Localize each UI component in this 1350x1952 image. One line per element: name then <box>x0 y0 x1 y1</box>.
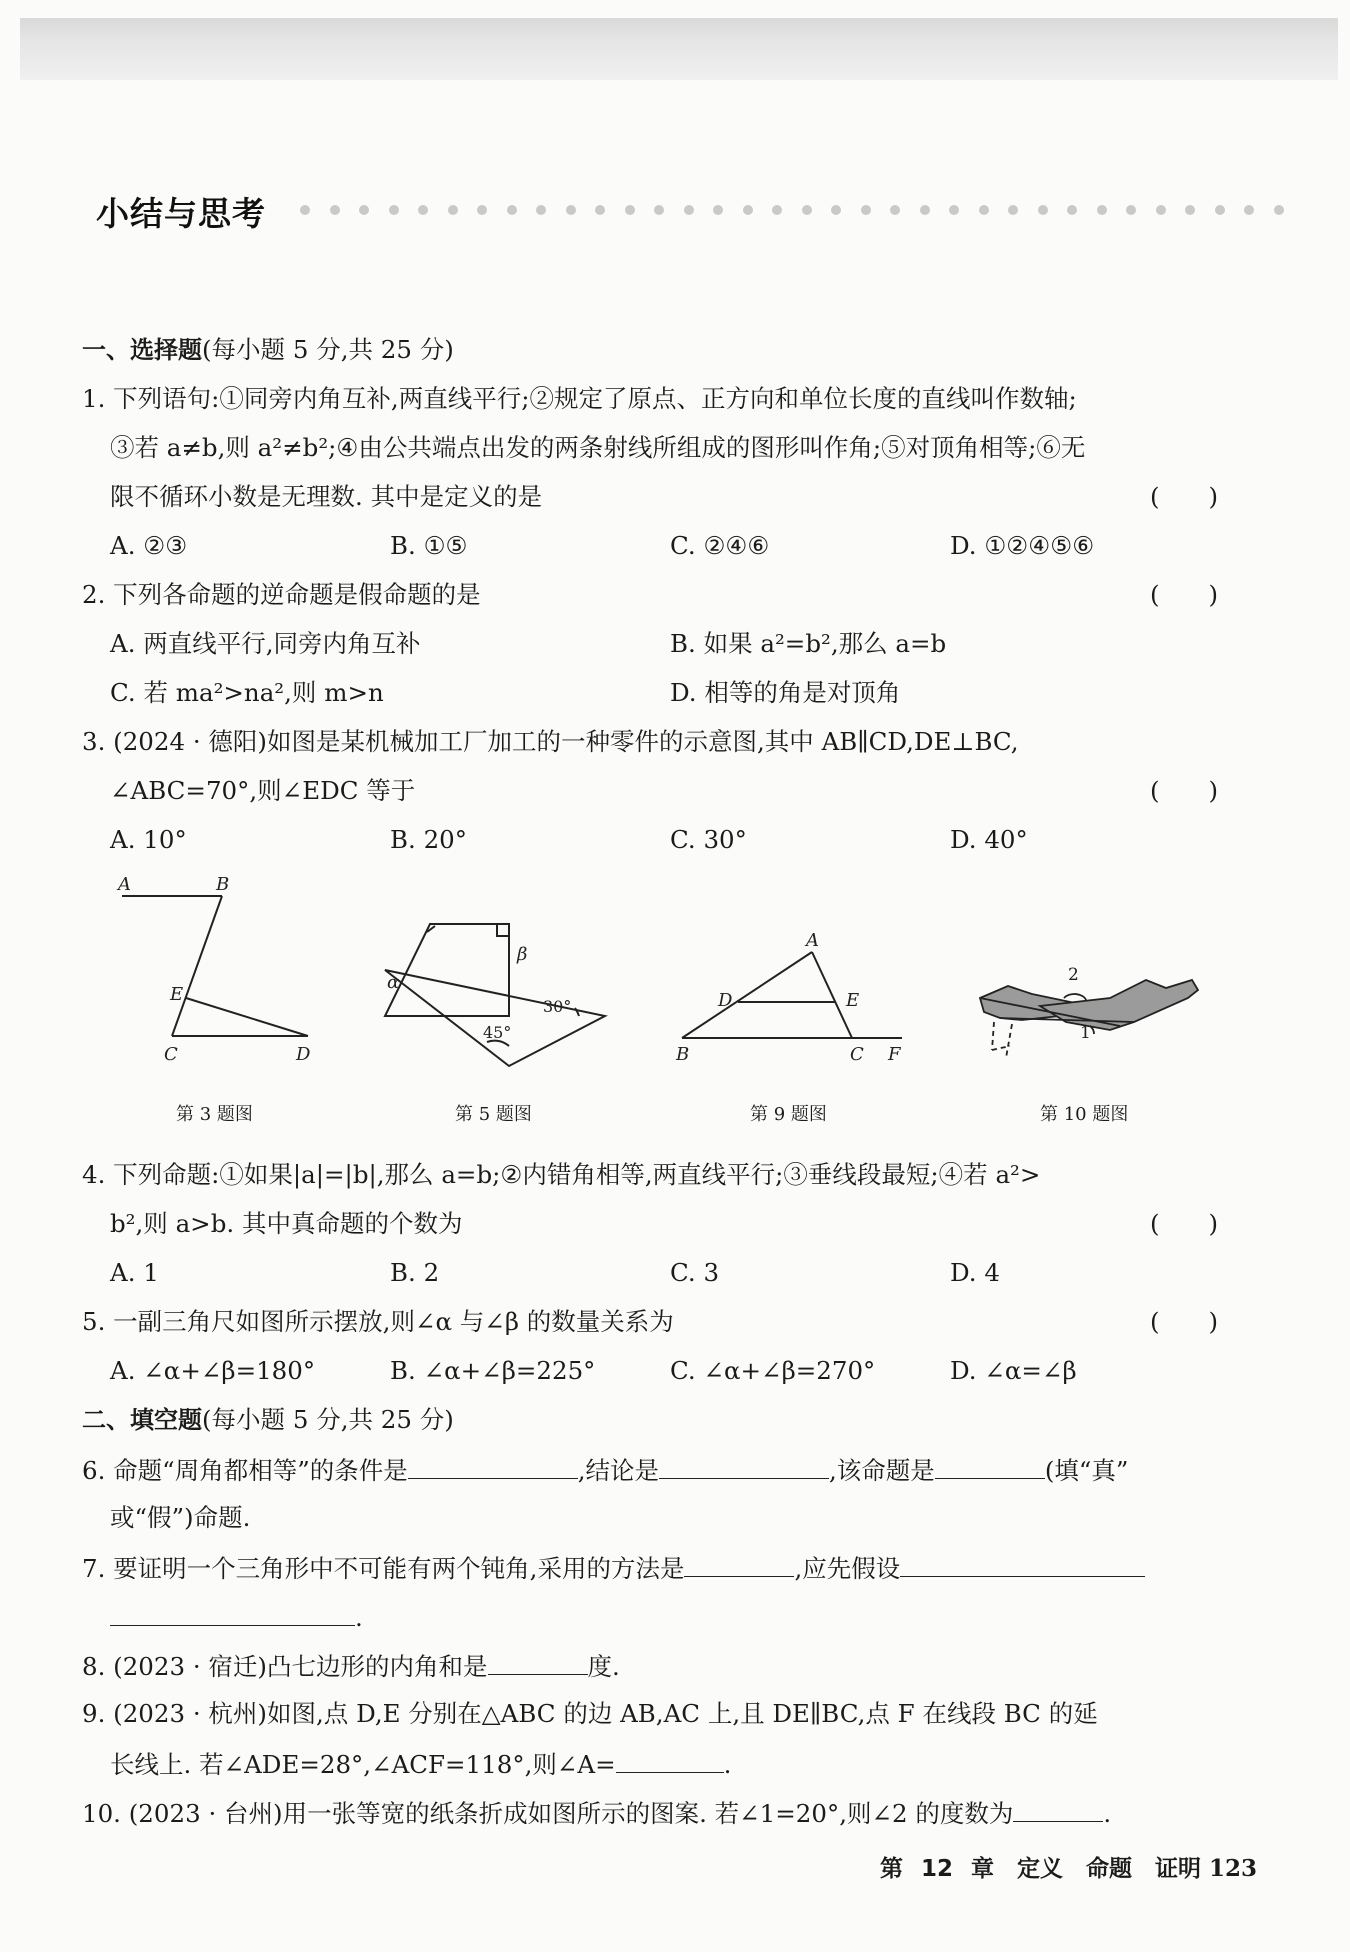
fig3-label-a: A <box>118 874 131 895</box>
section-1-note: (每小题 5 分,共 25 分) <box>202 335 454 364</box>
heading-dots <box>300 205 1284 215</box>
q7-line1 <box>82 1552 1145 1584</box>
q2-option-b[interactable]: B. 如果 a²=b²,那么 a=b <box>670 629 947 658</box>
section-2-title: 二、填空题 <box>82 1406 202 1434</box>
q8-text-2: 度. <box>587 1652 620 1681</box>
q4-line2: b²,则 a>b. 其中真命题的个数为 <box>110 1209 463 1238</box>
q10-end: . <box>1103 1799 1112 1828</box>
section-2-note: (每小题 5 分,共 25 分) <box>202 1405 454 1434</box>
fig5-caption: 第 5 题图 <box>455 1104 532 1125</box>
q7-line2 <box>110 1601 363 1633</box>
q5-answer-paren[interactable]: ( ) <box>1150 1307 1219 1336</box>
fig9-label-a: A <box>806 930 819 951</box>
q4-line1: 4. 下列命题:①如果|a|=|b|,那么 a=b;②内错角相等,两直线平行;③垂线段最短;④若 a²> <box>82 1160 1041 1189</box>
q4-option-b[interactable]: B. 2 <box>390 1258 440 1287</box>
q7-text-2: ,应先假设 <box>794 1554 901 1583</box>
page-number: 123 <box>1209 1855 1258 1882</box>
q7-text-1: 7. 要证明一个三角形中不可能有两个钝角,采用的方法是 <box>82 1554 685 1583</box>
q1-option-c[interactable]: C. ②④⑥ <box>670 531 770 560</box>
q7-blank-method[interactable] <box>684 1552 794 1577</box>
fig3-label-e: E <box>170 984 184 1005</box>
q6-text-3: ,该命题是 <box>829 1456 935 1485</box>
q1-answer-paren[interactable]: ( ) <box>1150 482 1219 511</box>
q2-answer-paren[interactable]: ( ) <box>1150 580 1219 609</box>
fig5-label-45: 45° <box>483 1023 512 1042</box>
q9-end: . <box>723 1750 732 1779</box>
fig5-label-30: 30° <box>543 997 572 1016</box>
q8-line1 <box>82 1650 620 1682</box>
q1-option-d[interactable]: D. ①②④⑤⑥ <box>950 531 1095 560</box>
q7-blank-assumption-cont[interactable] <box>110 1601 355 1626</box>
fig3-label-d: D <box>296 1044 311 1065</box>
fig3-caption: 第 3 题图 <box>176 1104 253 1125</box>
q9-line2 <box>110 1748 731 1780</box>
section-1-title: 一、选择题 <box>82 336 202 364</box>
q4-option-c[interactable]: C. 3 <box>670 1258 720 1287</box>
q4-answer-paren[interactable]: ( ) <box>1150 1209 1219 1238</box>
q7-end: . <box>355 1603 363 1632</box>
q2-option-c[interactable]: C. 若 ma²>na²,则 m>n <box>110 678 384 707</box>
fig9-label-e: E <box>846 990 860 1011</box>
page-heading: 小结与思考 <box>96 194 266 233</box>
top-scan-shadow <box>20 18 1338 80</box>
q1-option-b[interactable]: B. ①⑤ <box>390 531 468 560</box>
q1-line2: ③若 a≠b,则 a²≠b²;④由公共端点出发的两条射线所组成的图形叫作角;⑤对顶角相等;⑥无 <box>110 433 1086 462</box>
footer-chapter: 第 12 章 定义 命题 证明 <box>880 1856 1202 1882</box>
section-1-header <box>82 335 454 365</box>
q9-text-1: 长线上. 若∠ADE=28°,∠ACF=118°,则∠A= <box>110 1750 616 1779</box>
q4-option-a[interactable]: A. 1 <box>110 1258 159 1287</box>
q5-option-d[interactable]: D. ∠α=∠β <box>950 1356 1077 1385</box>
q8-text-1: 8. (2023 · 宿迁)凸七边形的内角和是 <box>82 1652 488 1681</box>
q3-option-c[interactable]: C. 30° <box>670 825 747 854</box>
q10-blank[interactable] <box>1013 1797 1103 1822</box>
q10-text-1: 10. (2023 · 台州)用一张等宽的纸条折成如图所示的图案. 若∠1=20°,则∠2 的度数为 <box>82 1799 1014 1828</box>
q6-blank-conclusion[interactable] <box>659 1454 829 1479</box>
fig3-label-c: C <box>164 1044 178 1065</box>
q6-line1 <box>82 1454 1128 1486</box>
q3-line1: 3. (2024 · 德阳)如图是某机械加工厂加工的一种零件的示意图,其中 AB∥CD,DE⊥BC, <box>82 727 1019 756</box>
q2-option-a[interactable]: A. 两直线平行,同旁内角互补 <box>110 629 421 658</box>
fig10-caption: 第 10 题图 <box>1040 1104 1129 1125</box>
figure-3 <box>110 870 330 1070</box>
q9-blank[interactable] <box>616 1748 724 1773</box>
q6-blank-truth[interactable] <box>935 1454 1045 1479</box>
fig10-label-1: 1 <box>1080 1023 1091 1043</box>
q1-line1: 1. 下列语句:①同旁内角互补,两直线平行;②规定了原点、正方向和单位长度的直线叫作数轴; <box>82 384 1077 413</box>
fig9-label-b: B <box>676 1044 690 1065</box>
q2-line1: 2. 下列各命题的逆命题是假命题的是 <box>82 580 481 609</box>
q4-option-d[interactable]: D. 4 <box>950 1258 1000 1287</box>
q7-blank-assumption[interactable] <box>900 1552 1145 1577</box>
fig10-label-2: 2 <box>1068 965 1079 985</box>
q5-option-c[interactable]: C. ∠α+∠β=270° <box>670 1356 876 1385</box>
q3-option-a[interactable]: A. 10° <box>110 825 187 854</box>
q6-text-4: (填“真” <box>1044 1456 1129 1485</box>
q6-text-1: 6. 命题“周角都相等”的条件是 <box>82 1456 408 1485</box>
q8-blank[interactable] <box>488 1650 588 1675</box>
q5-line1: 5. 一副三角尺如图所示摆放,则∠α 与∠β 的数量关系为 <box>82 1307 674 1336</box>
fig9-label-f: F <box>888 1044 901 1065</box>
q10-line1 <box>82 1797 1111 1829</box>
q3-option-b[interactable]: B. 20° <box>390 825 468 854</box>
fig5-label-alpha: α <box>387 972 400 993</box>
q3-option-d[interactable]: D. 40° <box>950 825 1028 854</box>
fig3-label-b: B <box>216 874 230 895</box>
fig9-label-d: D <box>718 990 733 1011</box>
fig9-label-c: C <box>850 1044 864 1065</box>
fig9-caption: 第 9 题图 <box>750 1104 827 1125</box>
fig5-label-beta: β <box>517 944 528 965</box>
q9-line1: 9. (2023 · 杭州)如图,点 D,E 分别在△ABC 的边 AB,AC 上,且 DE∥BC,点 F 在线段 BC 的延 <box>82 1699 1098 1728</box>
q5-option-a[interactable]: A. ∠α+∠β=180° <box>110 1356 316 1385</box>
q1-option-a[interactable]: A. ②③ <box>110 531 188 560</box>
figure-9 <box>670 930 910 1070</box>
figure-5 <box>375 910 615 1070</box>
page-footer <box>880 1850 1257 1883</box>
q3-line2: ∠ABC=70°,则∠EDC 等于 <box>110 776 416 805</box>
figure-10 <box>970 950 1210 1080</box>
q6-text-2: ,结论是 <box>577 1456 660 1485</box>
q5-option-b[interactable]: B. ∠α+∠β=225° <box>390 1356 596 1385</box>
q3-answer-paren[interactable]: ( ) <box>1150 776 1219 805</box>
q6-line2: 或“假”)命题. <box>110 1503 251 1532</box>
q2-option-d[interactable]: D. 相等的角是对顶角 <box>670 678 901 707</box>
q6-blank-condition[interactable] <box>408 1454 578 1479</box>
section-2-header <box>82 1405 454 1435</box>
q1-line3: 限不循环小数是无理数. 其中是定义的是 <box>110 482 543 511</box>
